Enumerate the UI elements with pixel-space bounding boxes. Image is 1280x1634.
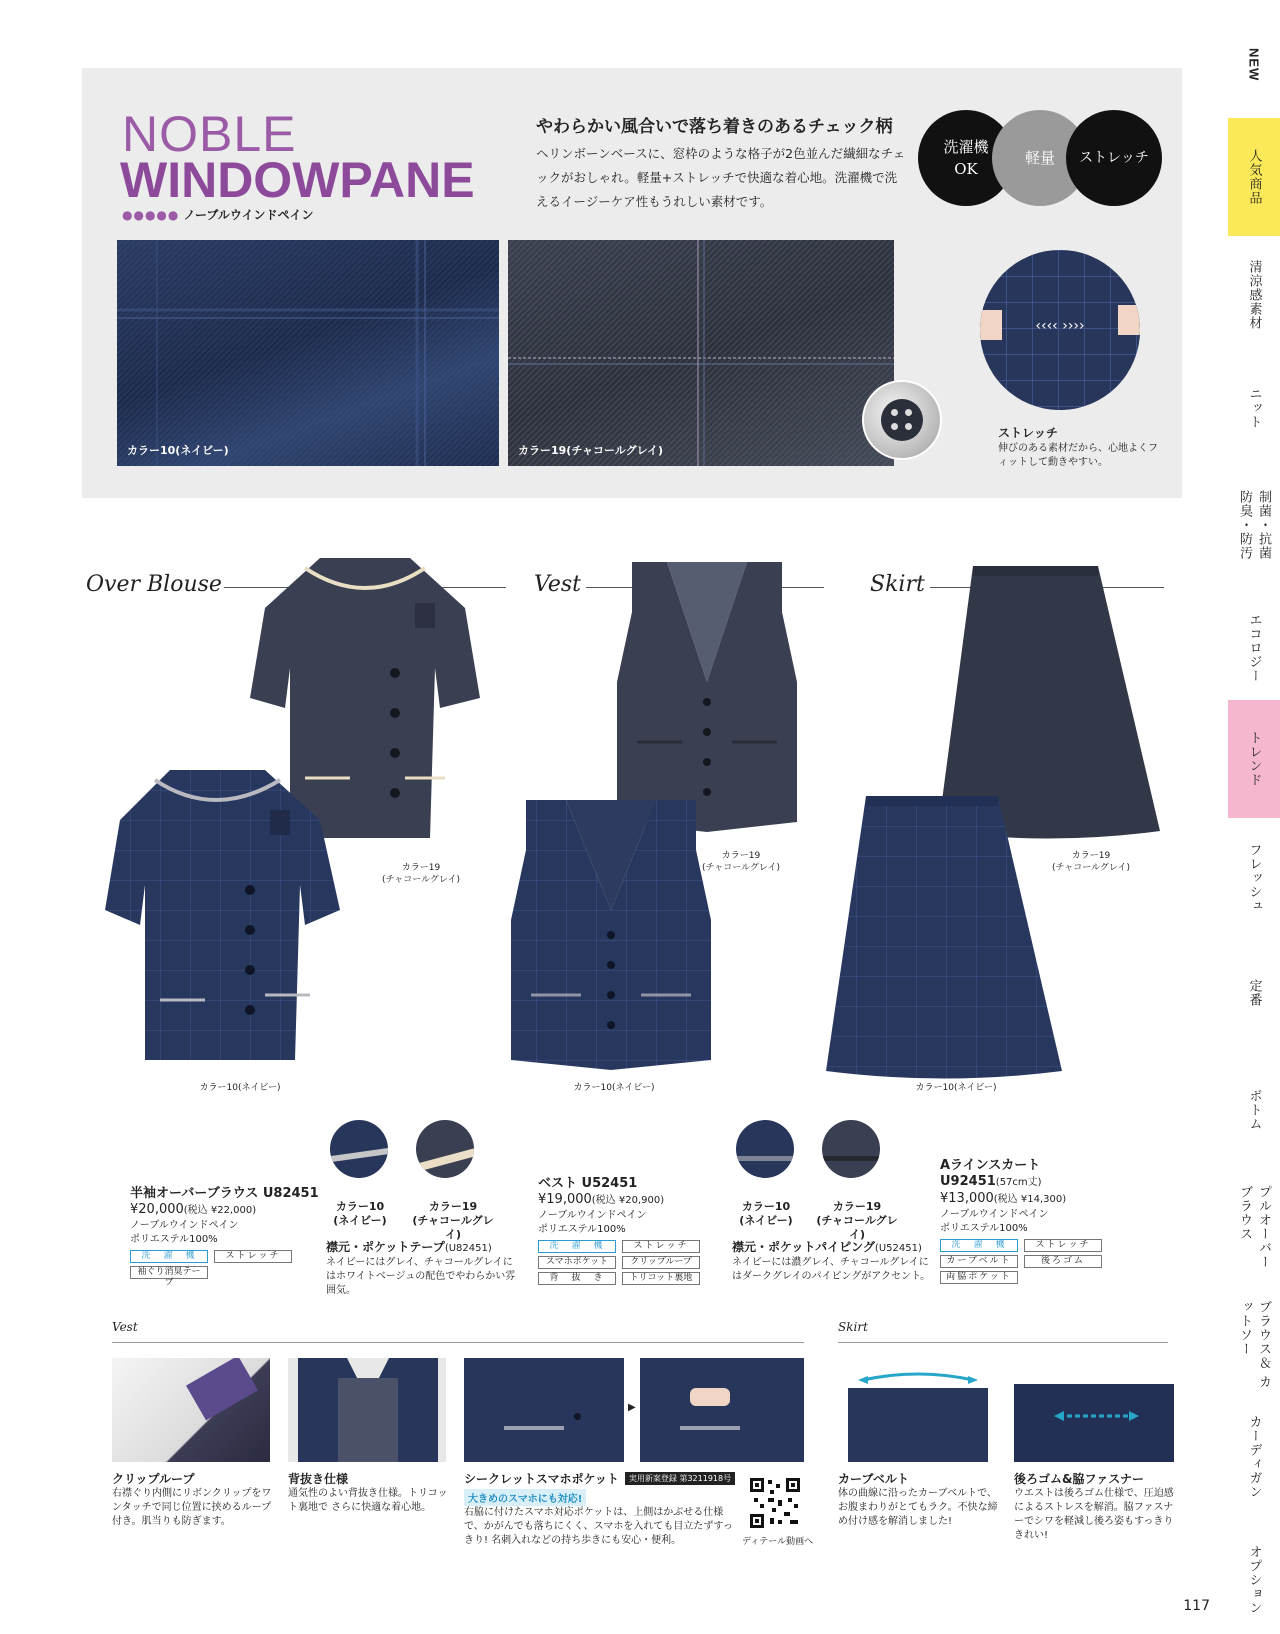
qr-code-icon[interactable]: [748, 1476, 802, 1530]
product-blouse-info: [130, 1186, 330, 1288]
tab-pullover-blouse[interactable]: プルオーバー ブラウス: [1237, 1185, 1271, 1269]
product-blouse-material: ポリエステル100%: [130, 1234, 218, 1245]
tab-standard[interactable]: 定番: [1246, 979, 1262, 1007]
product-vest-price: [538, 1192, 718, 1209]
detail-title: カーブベルト: [838, 1472, 909, 1486]
note-code: (U82451): [444, 1243, 492, 1254]
product-skirt-info: [940, 1158, 1130, 1284]
arrow-right-icon: ▶: [628, 1402, 636, 1413]
detail-secret-phone-pocket: [464, 1470, 736, 1548]
note-title: 襟元・ポケットパイピング: [732, 1240, 875, 1254]
vest-navy-image: [506, 790, 716, 1080]
swatch-caption-vest-charcoal: カラー19 (チャコールグレイ): [816, 1200, 898, 1241]
product-blouse-price: [130, 1202, 330, 1219]
code-value: U92451: [940, 1174, 996, 1189]
price-value: ¥13,000: [940, 1191, 994, 1206]
tag-back-elastic: 後ろゴム: [1024, 1255, 1102, 1268]
swatch-caption-blouse-navy: カラー10 (ネイビー): [333, 1200, 387, 1227]
product-blouse-name: 半袖オーバーブラウス U82451: [130, 1186, 319, 1201]
double-arrow-icon: [838, 1368, 998, 1398]
tag-stretch: ストレッチ: [1024, 1239, 1102, 1252]
tag-washing-machine: 洗 濯 機: [940, 1239, 1018, 1252]
caption-skirt-10: カラー10(ネイビー): [915, 1083, 997, 1093]
tab-new[interactable]: NEW: [1246, 48, 1262, 82]
note-code: (U52451): [874, 1243, 922, 1254]
vest-piping-note: [732, 1236, 932, 1284]
hero-description: ヘリンボーンベースに、窓枠のような格子が2色並んだ繊細なチェックがおしゃれ。軽量+ストレッチで快適な着心地。洗濯機で洗えるイージーケア性もうれしい素材です。: [536, 146, 906, 209]
tab-option[interactable]: オプション: [1246, 1545, 1262, 1615]
detail-desc: 右襟ぐり内側にリボンクリップをワンタッチで同じ位置に挟めるループ付き。肌当りも防ぎます。: [112, 1488, 272, 1527]
detail-title: クリップループ: [112, 1472, 195, 1486]
section-title-vest: Vest: [534, 572, 582, 597]
highlight-badge: 大きめのスマホにも対応!: [464, 1489, 586, 1506]
detail-desc: 体の曲線に沿ったカーブベルトで、お腹まわりがとてもラク。不快な締め付け感を解消しました!: [838, 1488, 998, 1527]
collection-title-line2: WINDOWPANE: [120, 152, 475, 208]
note-text: ネイビーにはグレイ、チャコールグレイにはホワイトベージュの配色でやわらかい雰囲気。: [326, 1257, 516, 1296]
tab-fresh[interactable]: フレッシュ: [1246, 843, 1262, 913]
price-tax: (税込 ¥22,000): [183, 1205, 257, 1216]
tab-ecology[interactable]: エコロジー: [1246, 613, 1262, 683]
dashed-arrow-icon: [1014, 1406, 1174, 1426]
skirt-navy-image: [826, 796, 1062, 1086]
fabric-charcoal-pattern: [508, 240, 894, 466]
detail-curve-belt-image: [838, 1358, 998, 1462]
detail-curve-belt: [838, 1470, 998, 1529]
product-skirt-code: [940, 1174, 1130, 1191]
tab-cool-material[interactable]: 清涼感素材: [1246, 260, 1262, 330]
badge-lightweight: 軽量: [992, 110, 1088, 206]
detail-back-unlined-image: [288, 1358, 446, 1462]
detail-clip-loop: [112, 1470, 272, 1529]
tab-bottom[interactable]: ボトム: [1246, 1089, 1262, 1131]
button-face-icon: [881, 399, 923, 441]
swatch-caption-blouse-charcoal: カラー19 (チャコールグレイ): [412, 1200, 494, 1241]
tag-stretch: ストレッチ: [622, 1240, 700, 1253]
swatch-caption-vest-navy: カラー10 (ネイビー): [739, 1200, 793, 1227]
badge-stretch: ストレッチ: [1066, 110, 1162, 206]
product-skirt-name: Aラインスカート: [940, 1158, 1041, 1173]
dots-decoration: ●●●●●: [122, 208, 180, 222]
tag-washing-machine: 洗 濯 機: [538, 1240, 616, 1253]
fabric-charcoal-caption: カラー19(チャコールグレイ): [518, 444, 664, 457]
note-title: 襟元・ポケットテープ: [326, 1240, 445, 1254]
page-number: 117: [1183, 1598, 1210, 1614]
product-vest-info: [538, 1176, 718, 1285]
note-text: ネイビーには濃グレイ、チャコールグレイにはダークグレイのパイピングがアクセント。: [732, 1257, 931, 1282]
badge-washable: 洗濯機 OK: [918, 110, 1014, 206]
detail-title: 背抜き仕様: [288, 1472, 349, 1486]
stretch-description: 伸びのある素材だから、心地よくフィットして動きやすい。: [998, 443, 1158, 468]
detail-back-elastic-image: [1014, 1358, 1174, 1462]
detail-back-unlined: [288, 1470, 448, 1515]
divider: [838, 1342, 1168, 1343]
detail-title: シークレットスマホポケット: [464, 1472, 619, 1486]
collection-subtitle: [122, 206, 314, 223]
tag-curve-belt: カーブベルト: [940, 1255, 1018, 1268]
collection-title-line1: NOBLE: [122, 106, 297, 162]
product-skirt-price: [940, 1191, 1130, 1208]
detail-desc: ウエストは後ろゴム仕様で、圧迫感によるストレスを解消。脇ファスナーでシワを軽減し後ろ姿もすっきりきれい!: [1014, 1488, 1174, 1541]
caption-vest-19: カラー19 (チャコールグレイ): [702, 851, 780, 873]
button-closeup-image: [862, 380, 942, 460]
tag-side-pockets: 両脇ポケット: [940, 1271, 1018, 1284]
price-tax: (税込 ¥20,900): [591, 1195, 665, 1206]
swatch-blouse-charcoal: [416, 1120, 474, 1178]
fabric-navy-caption: カラー10(ネイビー): [127, 444, 229, 457]
length: (57cm丈): [995, 1177, 1042, 1188]
tag-phone-pocket: スマホポケット: [538, 1256, 616, 1269]
detail-phone-pocket-open-image: [640, 1358, 804, 1462]
fabric-navy-image: [117, 240, 499, 466]
patent-badge: 実用新案登録 第3211918号: [625, 1472, 735, 1485]
tab-antibacterial[interactable]: 制菌・抗菌 防臭・防汚: [1237, 490, 1271, 560]
subtitle-text: ノーブルウインドペイン: [183, 208, 314, 222]
stretch-title: ストレッチ: [998, 426, 1058, 440]
detail-clip-loop-image: [112, 1358, 270, 1462]
detail-desc: 右脇に付けたスマホ対応ポケットは、上側はかぶせる仕様で、かがんでも落ちにくく、スマホを入れても目立たずすっきり! 名刺入れなどの持ち歩きにも安心・便利。: [464, 1507, 733, 1546]
fabric-charcoal-image: [508, 240, 894, 466]
tab-trend[interactable]: トレンド: [1228, 700, 1280, 818]
price-tax: (税込 ¥14,300): [993, 1194, 1067, 1205]
qr-caption: ディテール動画へ: [742, 1537, 814, 1547]
tab-blouse-cutsew[interactable]: ブラウス＆ カットソー: [1237, 1300, 1271, 1390]
detail-title: 後ろゴム&脇ファスナー: [1014, 1472, 1144, 1486]
caption-vest-10: カラー10(ネイビー): [573, 1083, 655, 1093]
detail-desc: 通気性のよい背抜き仕様。トリコット裏地で さらに快適な着心地。: [288, 1488, 448, 1513]
tag-deodorant-tape: 袖ぐり消臭テープ: [130, 1266, 208, 1279]
product-skirt-material: ポリエステル100%: [940, 1223, 1028, 1234]
caption-skirt-19: カラー19 (チャコールグレイ): [1052, 851, 1130, 873]
details-skirt-label: Skirt: [838, 1320, 868, 1334]
divider: [112, 1342, 804, 1343]
product-vest-material-name: ノーブルウインドペイン: [538, 1210, 647, 1221]
stretch-arrows-icon: [980, 250, 1140, 410]
product-vest-name: ベスト U52451: [538, 1176, 638, 1191]
detail-phone-pocket-closed-image: [464, 1358, 624, 1462]
product-vest-material: ポリエステル100%: [538, 1224, 626, 1235]
section-title-skirt: Skirt: [870, 572, 925, 597]
fabric-navy-pattern: [117, 240, 499, 466]
tab-knit[interactable]: ニット: [1246, 387, 1262, 429]
tag-tricot-lining: トリコット裏地: [622, 1272, 700, 1285]
svg-text:‹‹‹‹ ››››: ‹‹‹‹ ››››: [1035, 318, 1085, 334]
hero-headline: やわらかい風合いで落ち着きのあるチェック柄: [536, 117, 893, 137]
blouse-tape-note: [326, 1236, 516, 1298]
swatch-blouse-navy: [330, 1120, 388, 1178]
caption-blouse-19: カラー19 (チャコールグレイ): [382, 863, 460, 885]
section-title-blouse: Over Blouse: [86, 572, 222, 597]
tag-clip-loop: クリップループ: [622, 1256, 700, 1269]
tag-washing-machine: 洗 濯 機: [130, 1250, 208, 1263]
product-blouse-material-name: ノーブルウインドペイン: [130, 1220, 239, 1231]
price-value: ¥19,000: [538, 1192, 592, 1207]
detail-back-elastic: [1014, 1470, 1174, 1543]
tag-back-unlined: 背 抜 き: [538, 1272, 616, 1285]
stretch-demo-image: [980, 250, 1140, 410]
tab-popular[interactable]: 人気商品: [1228, 118, 1280, 236]
caption-blouse-10: カラー10(ネイビー): [199, 1083, 281, 1093]
swatch-vest-charcoal: [822, 1120, 880, 1178]
product-skirt-material-name: ノーブルウインドペイン: [940, 1209, 1049, 1220]
swatch-vest-navy: [736, 1120, 794, 1178]
price-value: ¥20,000: [130, 1202, 184, 1217]
blouse-navy-image: [100, 760, 340, 1070]
tag-stretch: ストレッチ: [214, 1250, 292, 1263]
tab-cardigan[interactable]: カーディガン: [1246, 1415, 1262, 1499]
details-vest-label: Vest: [112, 1320, 138, 1334]
